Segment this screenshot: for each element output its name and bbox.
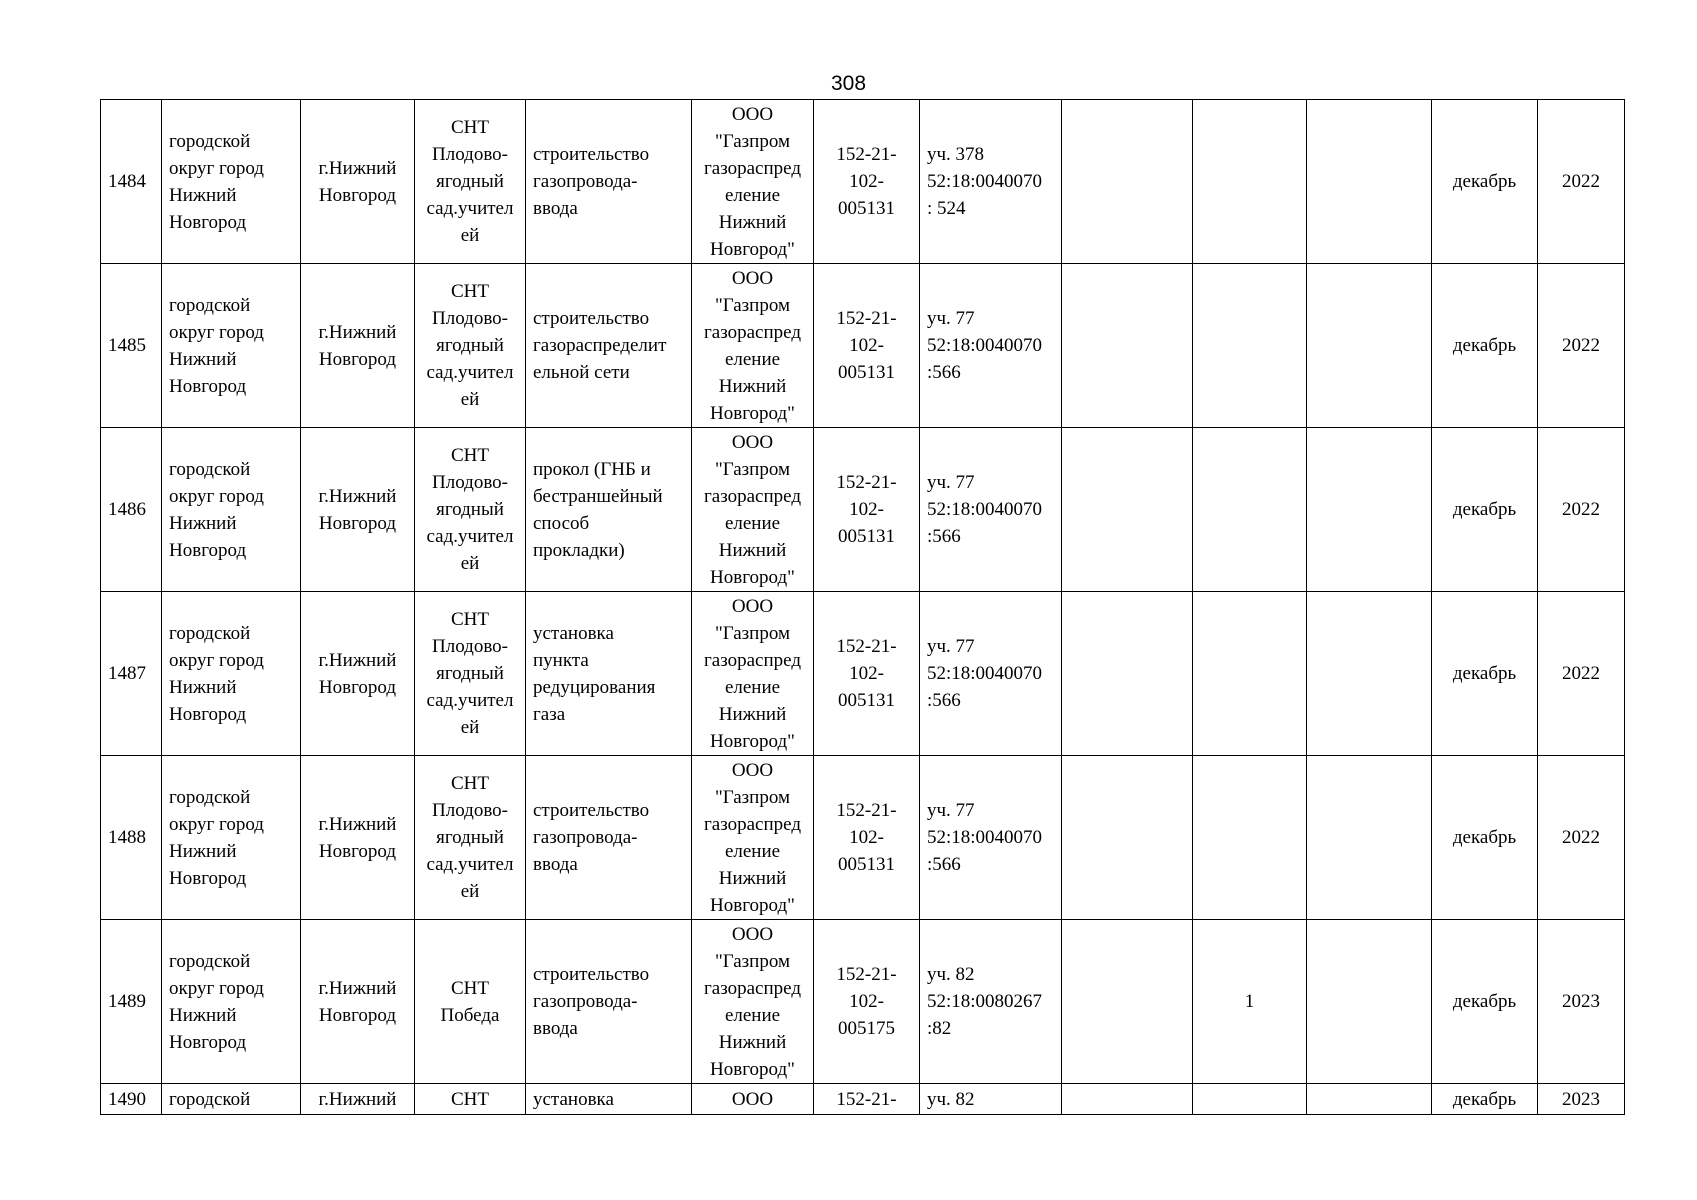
city-cell: [301, 100, 415, 264]
contract-code-line: 102-: [849, 663, 884, 684]
extra-cell-1: [1062, 1084, 1193, 1115]
organization-line: Нижний: [718, 703, 787, 725]
location-line: ягодный: [436, 335, 504, 356]
district-line: Нижний: [169, 1004, 237, 1026]
district-line: округ город: [169, 977, 264, 999]
month-cell: декабрь: [1432, 920, 1538, 1084]
organization-cell: [692, 100, 814, 264]
city-line: Новгород: [318, 1004, 397, 1026]
district-line: городской: [169, 786, 251, 808]
city-line: г.Нижний: [318, 157, 397, 179]
city-line: Новгород: [318, 512, 397, 534]
district-line: Нижний: [169, 676, 237, 698]
city-cell: [301, 1084, 415, 1115]
organization-line: Новгород": [710, 402, 795, 424]
work-type-line: ввода: [533, 1018, 578, 1039]
organization-line: газораспред: [703, 813, 801, 835]
contract-code-line: 152-21-: [836, 472, 897, 493]
table-row: [101, 264, 1625, 428]
district-line: округ город: [169, 157, 264, 179]
district-cell: [162, 100, 301, 264]
work-type-line: строительство: [533, 964, 650, 985]
location-line: СНТ: [451, 609, 489, 630]
district-line: городской: [169, 458, 251, 480]
work-type-line: газа: [533, 703, 566, 725]
organization-cell: [692, 264, 814, 428]
contract-code-line: 005131: [838, 854, 895, 875]
month-cell: декабрь: [1432, 756, 1538, 920]
location-cell: [415, 100, 526, 264]
extra-cell-2: [1193, 592, 1307, 756]
location-line: сад.учител: [426, 198, 514, 219]
organization-line: ООО: [731, 431, 774, 453]
work-type-cell: [526, 1084, 692, 1115]
year-cell: 2023: [1538, 1084, 1625, 1115]
work-type-line: газопровода-: [533, 827, 638, 848]
contract-code-cell: [814, 100, 920, 264]
location-cell: [415, 920, 526, 1084]
plot-line: 52:18:0080267: [927, 991, 1043, 1012]
city-cell: [301, 264, 415, 428]
district-line: Нижний: [169, 840, 237, 862]
month-cell: декабрь: [1432, 100, 1538, 264]
location-line: Плодово-: [432, 472, 508, 493]
contract-code-line: 152-21-: [836, 1088, 897, 1110]
city-line: г.Нижний: [318, 485, 397, 507]
city-line: Новгород: [318, 840, 397, 862]
plot-line: :566: [927, 690, 961, 711]
contract-code-cell: [814, 756, 920, 920]
organization-line: ООО: [731, 759, 774, 781]
location-line: Победа: [440, 1004, 500, 1026]
register-table: [100, 99, 1625, 1115]
location-line: сад.учител: [426, 854, 514, 875]
organization-line: "Газпром: [714, 458, 791, 480]
page-number: 308: [830, 72, 867, 95]
year-cell: 2022: [1538, 592, 1625, 756]
contract-code-line: 102-: [849, 499, 884, 520]
plot-line: :82: [927, 1018, 952, 1039]
organization-line: еление: [724, 676, 781, 698]
plot-cell: [920, 428, 1062, 592]
extra-cell-1: [1062, 756, 1193, 920]
district-line: Нижний: [169, 512, 237, 534]
location-line: СНТ: [451, 773, 489, 794]
location-line: ей: [460, 881, 480, 902]
district-cell: [162, 756, 301, 920]
extra-cell-3: [1307, 1084, 1432, 1115]
location-line: ягодный: [436, 171, 504, 192]
city-cell: [301, 756, 415, 920]
table-row: [101, 920, 1625, 1084]
row-number-cell: 1484: [101, 100, 162, 264]
work-type-cell: [526, 756, 692, 920]
district-line: Новгород: [169, 539, 247, 561]
contract-code-line: 152-21-: [836, 144, 897, 165]
organization-line: Нижний: [718, 375, 787, 397]
organization-cell: [692, 592, 814, 756]
extra-cell-2: [1193, 1084, 1307, 1115]
district-line: городской: [169, 622, 251, 644]
month-cell: декабрь: [1432, 428, 1538, 592]
organization-line: еление: [724, 840, 781, 862]
extra-cell-3: [1307, 756, 1432, 920]
plot-line: :566: [927, 854, 961, 875]
contract-code-line: 102-: [849, 335, 884, 356]
city-cell: [301, 592, 415, 756]
work-type-line: пункта: [533, 649, 589, 671]
district-line: округ город: [169, 813, 264, 835]
extra-cell-1: [1062, 592, 1193, 756]
extra-cell-1: [1062, 100, 1193, 264]
location-line: Плодово-: [432, 308, 508, 329]
district-cell: [162, 264, 301, 428]
plot-line: уч. 82: [927, 1088, 975, 1110]
work-type-cell: [526, 100, 692, 264]
district-line: округ город: [169, 649, 264, 671]
organization-line: Нижний: [718, 539, 787, 561]
organization-line: газораспред: [703, 977, 801, 999]
district-line: Новгород: [169, 375, 247, 397]
plot-cell: [920, 592, 1062, 756]
city-line: г.Нижний: [318, 1088, 397, 1110]
work-type-line: ельной сети: [533, 362, 630, 383]
row-number-cell: 1487: [101, 592, 162, 756]
location-line: сад.учител: [426, 362, 514, 383]
extra-cell-1: [1062, 428, 1193, 592]
organization-line: еление: [724, 348, 781, 370]
year-cell: 2022: [1538, 264, 1625, 428]
work-type-line: прокладки): [533, 539, 625, 561]
extra-cell-1: [1062, 920, 1193, 1084]
work-type-line: газораспределит: [533, 335, 667, 356]
work-type-line: установка: [533, 1088, 614, 1110]
location-line: ей: [460, 553, 480, 574]
contract-code-line: 005175: [838, 1018, 895, 1039]
extra-cell-3: [1307, 920, 1432, 1084]
table-row: [101, 1084, 1625, 1115]
extra-cell-3: [1307, 100, 1432, 264]
work-type-line: установка: [533, 622, 614, 644]
district-line: округ город: [169, 485, 264, 507]
contract-code-line: 152-21-: [836, 308, 897, 329]
district-line: округ город: [169, 321, 264, 343]
work-type-line: строительство: [533, 144, 650, 165]
location-cell: [415, 428, 526, 592]
organization-line: газораспред: [703, 649, 801, 671]
plot-cell: [920, 264, 1062, 428]
work-type-line: ввода: [533, 198, 578, 219]
organization-line: "Газпром: [714, 294, 791, 316]
extra-cell-3: [1307, 592, 1432, 756]
organization-line: Нижний: [718, 867, 787, 889]
district-line: Нижний: [169, 348, 237, 370]
plot-cell: [920, 1084, 1062, 1115]
month-cell: декабрь: [1432, 1084, 1538, 1115]
table-row: [101, 100, 1625, 264]
contract-code-line: 005131: [838, 198, 895, 219]
extra-cell-2: [1193, 428, 1307, 592]
location-line: СНТ: [451, 977, 489, 999]
row-number-cell: 1489: [101, 920, 162, 1084]
work-type-cell: [526, 428, 692, 592]
location-line: ей: [460, 225, 480, 246]
location-cell: [415, 1084, 526, 1115]
extra-cell-2: [1193, 756, 1307, 920]
city-line: г.Нижний: [318, 321, 397, 343]
location-cell: [415, 264, 526, 428]
location-cell: [415, 756, 526, 920]
work-type-line: газопровода-: [533, 171, 638, 192]
organization-line: Новгород": [710, 566, 795, 588]
year-cell: 2023: [1538, 920, 1625, 1084]
location-line: сад.учител: [426, 690, 514, 711]
work-type-line: бестраншейный: [533, 485, 663, 507]
organization-line: газораспред: [703, 321, 801, 343]
contract-code-line: 152-21-: [836, 800, 897, 821]
contract-code-line: 005131: [838, 526, 895, 547]
month-cell: декабрь: [1432, 592, 1538, 756]
work-type-line: ввода: [533, 854, 578, 875]
location-line: СНТ: [451, 281, 489, 302]
work-type-line: редуцирования: [533, 676, 656, 698]
location-cell: [415, 592, 526, 756]
organization-line: ООО: [731, 923, 774, 945]
organization-line: ООО: [731, 267, 774, 289]
work-type-line: прокол (ГНБ и: [533, 458, 651, 480]
contract-code-cell: [814, 1084, 920, 1115]
plot-line: уч. 77: [927, 636, 975, 657]
contract-code-line: 152-21-: [836, 964, 897, 985]
location-line: Плодово-: [432, 636, 508, 657]
plot-cell: [920, 100, 1062, 264]
district-line: Нижний: [169, 184, 237, 206]
organization-line: еление: [724, 512, 781, 534]
location-line: Плодово-: [432, 800, 508, 821]
contract-code-line: 102-: [849, 991, 884, 1012]
year-cell: 2022: [1538, 756, 1625, 920]
work-type-cell: [526, 920, 692, 1084]
month-cell: декабрь: [1432, 264, 1538, 428]
city-line: Новгород: [318, 348, 397, 370]
district-cell: [162, 592, 301, 756]
organization-cell: [692, 1084, 814, 1115]
organization-line: еление: [724, 184, 781, 206]
location-line: СНТ: [451, 117, 489, 138]
extra-cell-2: [1193, 100, 1307, 264]
location-line: сад.учител: [426, 526, 514, 547]
district-line: городской: [169, 950, 251, 972]
district-line: Новгород: [169, 211, 247, 233]
organization-line: ООО: [731, 103, 774, 125]
city-cell: [301, 428, 415, 592]
organization-line: еление: [724, 1004, 781, 1026]
plot-line: 52:18:0040070: [927, 335, 1043, 356]
plot-line: уч. 82: [927, 964, 975, 985]
table-row: [101, 756, 1625, 920]
plot-line: уч. 378: [927, 144, 985, 165]
contract-code-line: 005131: [838, 362, 895, 383]
organization-line: ООО: [731, 595, 774, 617]
plot-line: 52:18:0040070: [927, 663, 1043, 684]
organization-line: Новгород": [710, 730, 795, 752]
plot-line: 52:18:0040070: [927, 499, 1043, 520]
table-row: [101, 428, 1625, 592]
organization-line: "Газпром: [714, 622, 791, 644]
work-type-cell: [526, 264, 692, 428]
district-line: городской: [169, 130, 251, 152]
plot-line: : 524: [927, 198, 966, 219]
organization-line: Новгород": [710, 894, 795, 916]
location-line: Плодово-: [432, 144, 508, 165]
city-line: Новгород: [318, 676, 397, 698]
plot-line: :566: [927, 526, 961, 547]
plot-cell: [920, 756, 1062, 920]
city-line: г.Нижний: [318, 649, 397, 671]
city-cell: [301, 920, 415, 1084]
contract-code-line: 005131: [838, 690, 895, 711]
contract-code-line: 102-: [849, 171, 884, 192]
location-line: ей: [460, 717, 480, 738]
district-line: Новгород: [169, 867, 247, 889]
table-row: [101, 592, 1625, 756]
extra-cell-2: [1193, 264, 1307, 428]
extra-cell-1: [1062, 264, 1193, 428]
organization-line: ООО: [731, 1088, 774, 1110]
organization-line: "Газпром: [714, 130, 791, 152]
district-line: Новгород: [169, 1031, 247, 1053]
organization-line: "Газпром: [714, 950, 791, 972]
work-type-line: строительство: [533, 308, 650, 329]
district-cell: [162, 428, 301, 592]
organization-line: газораспред: [703, 157, 801, 179]
work-type-cell: [526, 592, 692, 756]
city-line: Новгород: [318, 184, 397, 206]
district-line: городской: [169, 1088, 251, 1110]
contract-code-cell: [814, 920, 920, 1084]
row-number-cell: 1490: [101, 1084, 162, 1115]
plot-cell: [920, 920, 1062, 1084]
organization-cell: [692, 920, 814, 1084]
district-line: Новгород: [169, 703, 247, 725]
row-number-cell: 1485: [101, 264, 162, 428]
plot-line: уч. 77: [927, 472, 975, 493]
organization-line: "Газпром: [714, 786, 791, 808]
city-line: г.Нижний: [318, 813, 397, 835]
location-line: ягодный: [436, 827, 504, 848]
contract-code-line: 102-: [849, 827, 884, 848]
plot-line: 52:18:0040070: [927, 171, 1043, 192]
contract-code-cell: [814, 264, 920, 428]
year-cell: 2022: [1538, 100, 1625, 264]
location-line: ягодный: [436, 663, 504, 684]
plot-line: 52:18:0040070: [927, 827, 1043, 848]
location-line: ягодный: [436, 499, 504, 520]
organization-line: Новгород": [710, 238, 795, 260]
plot-line: :566: [927, 362, 961, 383]
contract-code-line: 152-21-: [836, 636, 897, 657]
row-number-cell: 1486: [101, 428, 162, 592]
extra-cell-3: [1307, 264, 1432, 428]
extra-cell-2: 1: [1193, 920, 1307, 1084]
organization-line: Новгород": [710, 1058, 795, 1080]
extra-cell-3: [1307, 428, 1432, 592]
district-cell: [162, 920, 301, 1084]
organization-line: газораспред: [703, 485, 801, 507]
contract-code-cell: [814, 428, 920, 592]
work-type-line: способ: [533, 512, 590, 534]
year-cell: 2022: [1538, 428, 1625, 592]
row-number-cell: 1488: [101, 756, 162, 920]
district-line: городской: [169, 294, 251, 316]
city-line: г.Нижний: [318, 977, 397, 999]
plot-line: уч. 77: [927, 308, 975, 329]
location-line: СНТ: [451, 445, 489, 466]
district-cell: [162, 1084, 301, 1115]
organization-line: Нижний: [718, 211, 787, 233]
plot-line: уч. 77: [927, 800, 975, 821]
location-line: СНТ: [451, 1088, 489, 1110]
location-line: ей: [460, 389, 480, 410]
contract-code-cell: [814, 592, 920, 756]
work-type-line: строительство: [533, 800, 650, 821]
work-type-line: газопровода-: [533, 991, 638, 1012]
organization-cell: [692, 428, 814, 592]
organization-line: Нижний: [718, 1031, 787, 1053]
organization-cell: [692, 756, 814, 920]
register-body: [101, 100, 1625, 1115]
